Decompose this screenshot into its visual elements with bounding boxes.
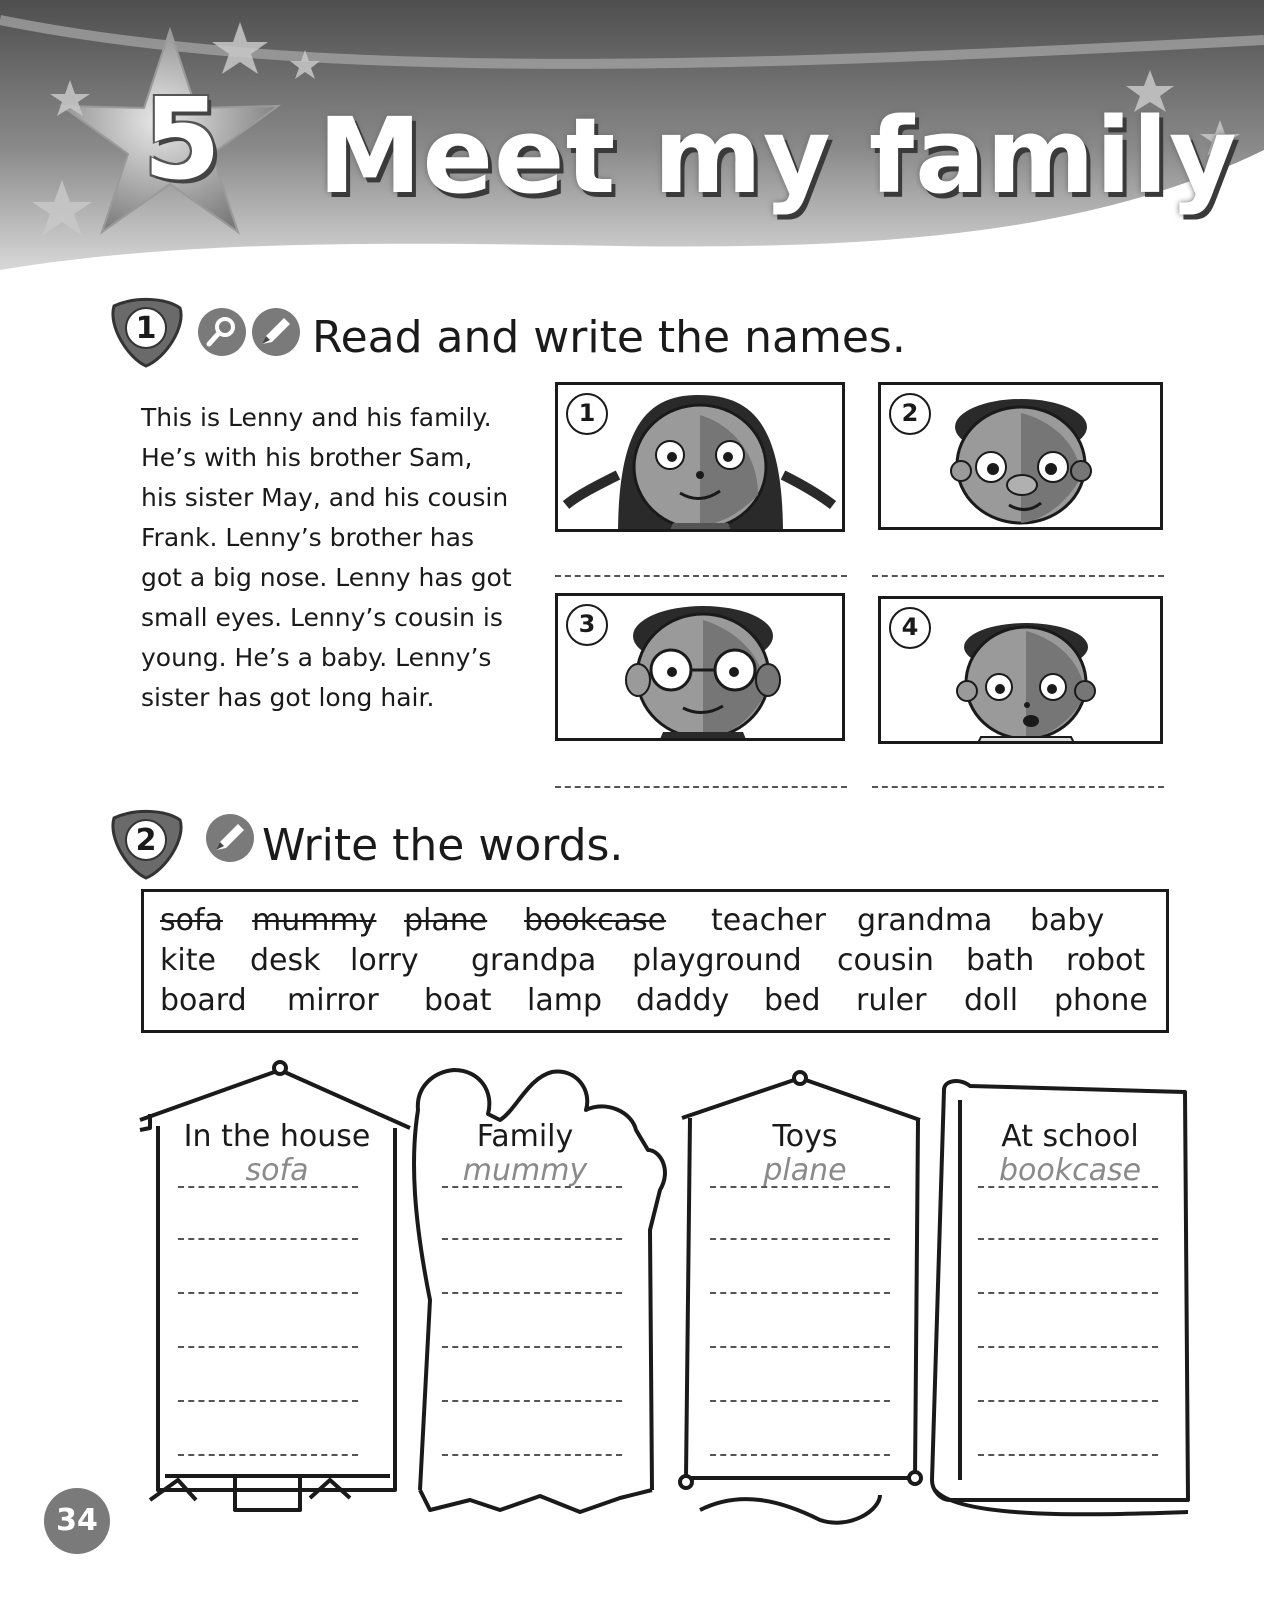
write-line[interactable] [178,1400,358,1402]
picture-2 [878,382,1163,530]
category-heading: Family [476,1119,574,1154]
write-line[interactable] [710,1292,890,1294]
write-line[interactable] [178,1454,358,1456]
write-line[interactable] [178,1346,358,1348]
word-bank-word: plane [404,903,488,938]
answer-line-1[interactable] [555,575,847,577]
exercise-number: 2 [135,823,157,858]
write-line[interactable] [978,1454,1158,1456]
write-line[interactable] [978,1238,1158,1240]
write-line[interactable] [710,1346,890,1348]
reading-text [141,398,541,718]
word-bank-word: sofa [160,903,223,938]
write-line[interactable] [978,1346,1158,1348]
word-bank-word: kite [160,943,216,978]
write-line[interactable] [442,1346,622,1348]
category-heading: In the house [183,1119,371,1154]
exercise-title: Read and write the names. [312,312,906,363]
magnifier-icon [196,306,248,358]
pencil-icon [250,306,302,358]
word-bank-word: bookcase [524,903,667,938]
write-line[interactable] [710,1186,890,1188]
answer-line-2[interactable] [872,575,1164,577]
word-bank-word: teacher [711,903,826,938]
exercise-title: Write the words. [262,820,624,871]
exercise-number: 1 [135,311,157,346]
write-line[interactable] [442,1400,622,1402]
word-bank-word: board [160,983,247,1018]
word-bank-word: bed [764,983,821,1018]
category-example-word: plane [763,1153,847,1188]
word-bank-word: doll [964,983,1019,1018]
reading-line: got a big nose. Lenny has got [141,563,512,592]
page-number: 34 [44,1488,110,1554]
picture-number: 3 [566,604,608,646]
write-line[interactable] [442,1238,622,1240]
write-line[interactable] [978,1292,1158,1294]
word-bank-word: robot [1066,943,1146,978]
picture-4 [878,596,1163,744]
write-line[interactable] [178,1238,358,1240]
answer-line-4[interactable] [872,786,1164,788]
word-bank-word: boat [424,983,492,1018]
reading-line: Frank. Lenny’s brother has [141,523,474,552]
category-example-word: mummy [462,1153,588,1188]
picture-number: 2 [889,393,931,435]
write-line[interactable] [710,1238,890,1240]
word-bank-word: grandpa [471,943,597,978]
write-line[interactable] [442,1454,622,1456]
write-line[interactable] [442,1292,622,1294]
category-heading: At school [1001,1119,1139,1154]
word-bank-word: desk [250,943,321,978]
reading-line: He’s with his brother Sam, [141,443,473,472]
category-example-word: bookcase [998,1153,1142,1188]
word-bank-word: mirror [287,983,379,1018]
reading-line: sister has got long hair. [141,683,435,712]
reading-line: his sister May, and his cousin [141,483,509,512]
write-line[interactable] [178,1292,358,1294]
reading-line: This is Lenny and his family. [141,403,492,432]
unit-number: 5 [143,75,221,205]
write-line[interactable] [178,1186,358,1188]
write-line[interactable] [710,1400,890,1402]
reading-line: young. He’s a baby. Lenny’s [141,643,492,672]
word-bank-word: grandma [857,903,993,938]
word-bank-word: baby [1030,903,1105,938]
picture-3 [555,593,845,741]
category-example-word: sofa [245,1153,309,1188]
picture-1 [555,382,845,532]
word-bank [141,889,1169,1033]
word-bank-word: phone [1054,983,1148,1018]
category-heading: Toys [772,1119,838,1154]
word-bank-word: lorry [350,943,419,978]
picture-number: 4 [889,607,931,649]
word-bank-word: bath [966,943,1035,978]
write-line[interactable] [710,1454,890,1456]
pencil-icon [204,812,256,864]
reading-line: small eyes. Lenny’s cousin is [141,603,503,632]
word-bank-word: daddy [636,983,730,1018]
answer-line-3[interactable] [555,786,847,788]
write-line[interactable] [978,1186,1158,1188]
word-bank-word: lamp [527,983,602,1018]
page-title: Meet my family [318,95,1238,217]
picture-number: 1 [566,393,608,435]
word-bank-word: playground [632,943,802,978]
write-line[interactable] [442,1186,622,1188]
word-bank-word: cousin [837,943,934,978]
word-bank-word: mummy [252,903,377,938]
write-line[interactable] [978,1400,1158,1402]
word-bank-word: ruler [856,983,927,1018]
